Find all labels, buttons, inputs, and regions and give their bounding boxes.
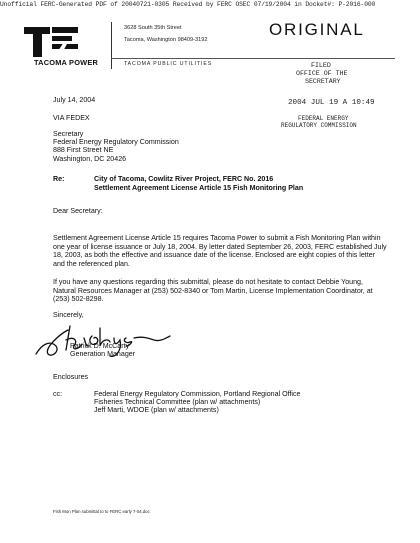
cc-label: cc: [53,390,63,398]
recipient-line: Federal Energy Regulatory Commission [53,138,179,147]
cc-line: Fisheries Technical Committee (plan w/ attachments) [94,398,261,406]
cc-line: Federal Energy Regulatory Commission, Portland Regional Office [94,390,301,398]
recipient-block [53,130,179,163]
signer-name: Patrick D. McCarty [70,342,130,350]
footer-file-note: Fish Mon Plan submittal to to FERC early 7-04.doc [53,509,150,514]
filed-stamp-line4: FEDERAL ENERGY [298,115,349,122]
filed-stamp-date: 2004 JUL 19 A 10:49 [288,99,375,107]
salutation: Dear Secretary: [53,207,103,215]
cc-line: Jeff Marti, WDOE (plan w/ attachments) [94,406,219,414]
original-stamp: ORIGINAL [269,20,365,39]
letter-date: July 14, 2004 [53,96,96,104]
address-line-1: 3628 South 35th Street [124,25,182,31]
filed-stamp-line5: REGULATORY COMMISSION [281,122,357,129]
letterhead-divider-horizontal [111,58,395,59]
filed-stamp-line3: SECRETARY [305,78,341,85]
closing: Sincerely, [53,311,84,319]
tacoma-power-logo [24,27,78,57]
re-line-2: Settlement Agreement License Article 15 Fish Monitoring Plan [94,184,304,192]
filed-stamp-line2: OFFICE OF THE [296,70,348,77]
enclosures: Enclosures [53,373,89,381]
division-label: TACOMA PUBLIC UTILITIES [124,61,213,67]
letterhead-divider-vertical [111,22,112,69]
ferc-header-line: Unofficial FERC-Generated PDF of 20040721-0305 Received by FERC OSEC 07/19/2004 in Docket#: P-2016-000 [0,1,376,8]
paragraph-1: Settlement Agreement License Article 15 requires Tacoma Power to submit a Fish Monitoring Plan within one year of license issuance or July 18, 2004. By letter dated September 26, 2003, FERC established July 18, 2003, as both the effective and issuance date of the license. Enclosed are eight copies of this letter and the referenced plan. [53,234,387,269]
address-line-2: Tacoma, Washington 98409-3192 [124,37,208,43]
re-label: Re: [53,175,65,183]
re-line-1: City of Tacoma, Cowlitz River Project, FERC No. 2016 [94,175,274,183]
filed-stamp-line1: FILED [311,62,331,69]
brand-name: TACOMA POWER [34,58,98,67]
recipient-line: Washington, DC 20426 [53,154,127,163]
delivery-method: VIA FEDEX [53,114,90,122]
handwritten-signature [30,316,180,366]
recipient-line: Secretary [53,130,84,138]
paragraph-2: If you have any questions regarding this submittal, please do not hesitate to contact Debbie Young, Natural Resources Manager at (253) 502-8340 or Tom Martin, License Implementation Coordinator, at (253) 502-8298. [53,278,373,304]
signer-title: Generation Manager [70,350,136,358]
recipient-line: 888 First Street NE [53,146,114,155]
